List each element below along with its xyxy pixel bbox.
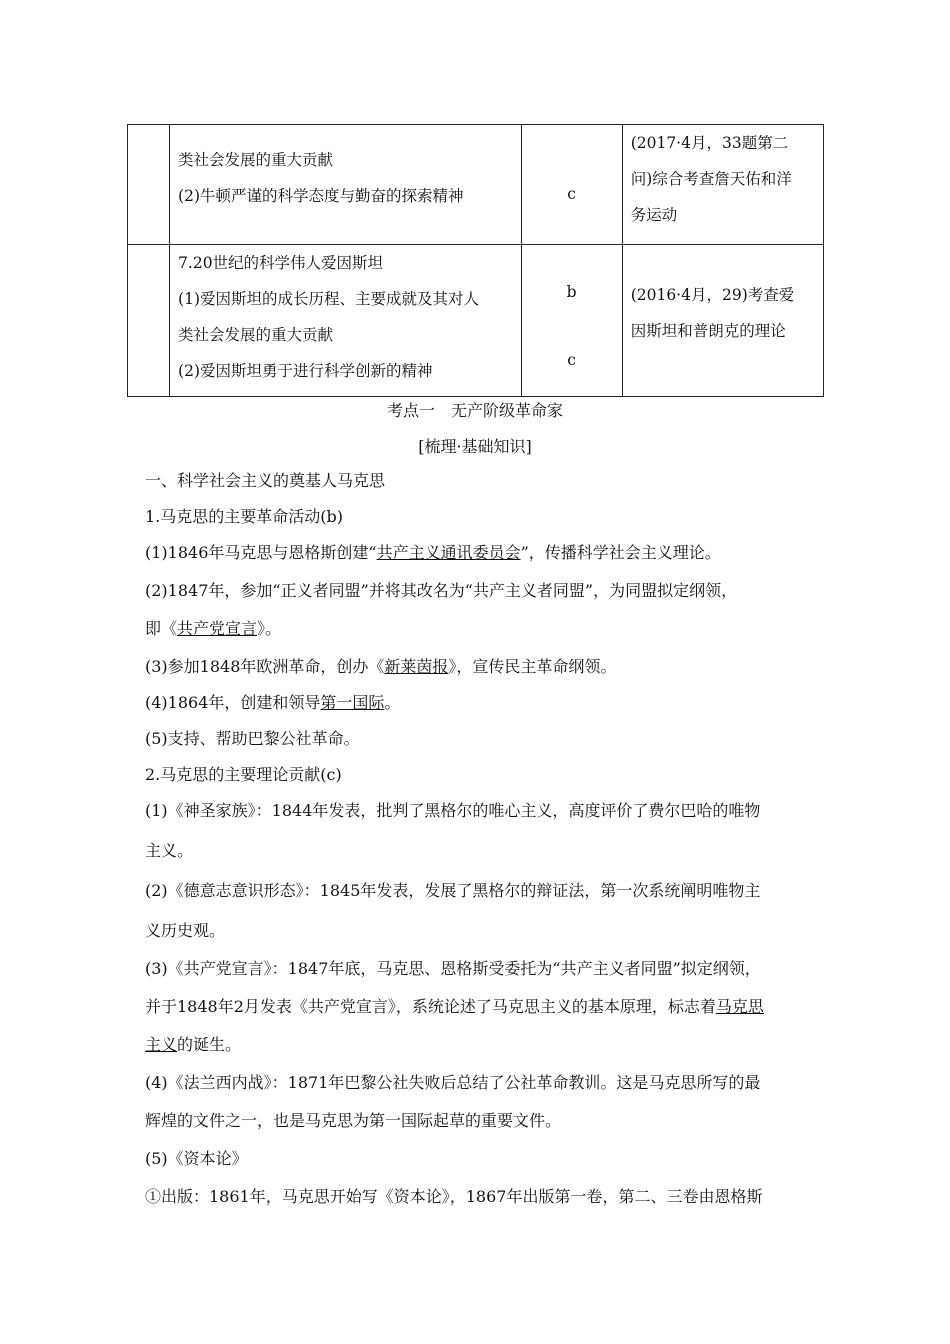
paragraph: 义历史观。 [145, 921, 226, 940]
underlined-term: 共产党宣言 [177, 619, 258, 638]
text: (3)参加1848年欧洲革命，创办《 [145, 657, 385, 676]
underlined-term: 共产主义通讯委员会 [376, 543, 521, 562]
text: 即《 [145, 619, 178, 638]
paragraph: (1)《神圣家族》：1844年发表，批判了黑格尔的唯心主义，高度评价了费尔巴哈的唯物 [145, 801, 761, 820]
table-cell-level [521, 245, 622, 397]
paragraph [145, 618, 281, 640]
text: 》。 [257, 619, 282, 638]
underlined-term: 主义 [145, 1035, 178, 1054]
underlined-term: 马克思 [715, 997, 764, 1016]
level-label: c [567, 351, 576, 369]
paragraph: (3)《共产党宣言》：1847年底，马克思、恩格斯受委托为“共产主义者同盟”拟定纲领， [145, 959, 761, 978]
heading: 一、科学社会主义的奠基人马克思 [145, 471, 386, 490]
paragraph [145, 542, 721, 564]
text: 并于1848年2月发表《共产党宣言》，系统论述了马克思主义的基本原理，标志着 [145, 997, 716, 1016]
underlined-term: 新莱茵报 [384, 657, 449, 676]
paragraph: (5)支持、帮助巴黎公社革命。 [145, 729, 360, 748]
sub-title: [梳理·基础知识] [418, 437, 532, 456]
exam-line: 因斯坦和普朗克的理论 [630, 322, 786, 340]
paragraph: (2)《德意志意识形态》：1845年发表，发展了黑格尔的辩证法，第一次系统阐明唯物主 [145, 881, 761, 900]
paragraph: 辉煌的文件之一，也是马克思为第一国际起草的重要文件。 [145, 1111, 562, 1130]
paragraph: (4)《法兰西内战》：1871年巴黎公社失败后总结了公社革命教训。这是马克思所写的最 [145, 1073, 761, 1092]
table-cell-content [170, 245, 522, 397]
heading: 1.马克思的主要革命活动(b) [145, 507, 343, 526]
paragraph [145, 996, 764, 1018]
text: (1)1846年马克思与恩格斯创建“ [145, 543, 377, 562]
table-row [128, 245, 824, 397]
text: ”，传播科学社会主义理论。 [520, 543, 721, 562]
paragraph [145, 656, 616, 678]
exam-line: 问)综合考查詹天佑和洋 [630, 170, 792, 188]
paragraph: 主义。 [145, 841, 194, 860]
table-row [128, 125, 824, 245]
paragraph [145, 1034, 241, 1056]
exam-line: (2016·4月，29)考查爱 [630, 286, 795, 304]
level-label: c [567, 185, 576, 203]
text: 。 [384, 693, 401, 712]
paragraph: (5)《资本论》 [145, 1149, 248, 1168]
content-line: (2)爱因斯坦勇于进行科学创新的精神 [178, 362, 433, 380]
underlined-term: 第一国际 [320, 693, 385, 712]
content-line: (2)牛顿严谨的科学态度与勤奋的探索精神 [178, 187, 464, 205]
table-cell-level [521, 125, 622, 245]
heading: 2.马克思的主要理论贡献(c) [145, 765, 342, 784]
text: (4)1864年，创建和领导 [145, 693, 321, 712]
paragraph: ①出版：1861年，马克思开始写《资本论》，1867年出版第一卷，第二、三卷由恩格斯 [145, 1187, 763, 1206]
requirements-table [127, 124, 824, 397]
text: 》，宣传民主革命纲领。 [448, 657, 617, 676]
exam-line: 务运动 [630, 206, 678, 224]
table-cell-blank [128, 245, 170, 397]
level-label: b [566, 283, 577, 301]
table-cell-content [170, 125, 522, 245]
table-cell-blank [128, 125, 170, 245]
table-cell-exam [622, 245, 823, 397]
table-cell-exam [622, 125, 823, 245]
exam-line: (2017·4月，33题第二 [630, 134, 789, 152]
text: 的诞生。 [177, 1035, 242, 1054]
content-line: 类社会发展的重大贡献 [178, 326, 334, 344]
content-line: 7.20世纪的科学伟人爱因斯坦 [178, 254, 384, 272]
content-line: 类社会发展的重大贡献 [178, 151, 334, 169]
content-line: (1)爱因斯坦的成长历程、主要成就及其对人 [178, 290, 480, 308]
section-title: 考点一 无产阶级革命家 [386, 401, 563, 420]
paragraph: (2)1847年，参加“正义者同盟”并将其改名为“共产主义者同盟”，为同盟拟定纲领， [145, 581, 738, 600]
paragraph [145, 692, 400, 714]
